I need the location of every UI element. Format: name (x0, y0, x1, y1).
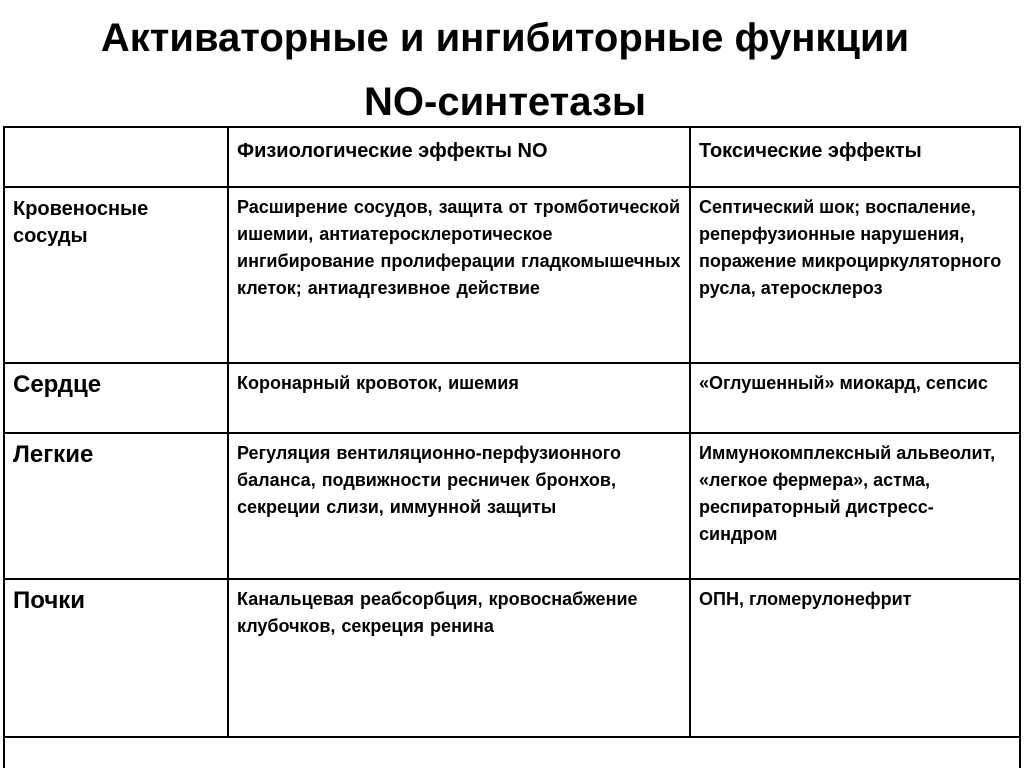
row-toxic: Септический шок; воспаление, реперфузионные нарушения, поражение микроциркуляторного русла, атеросклероз (690, 187, 1020, 363)
title-line-2: NO-синтетазы (364, 80, 646, 124)
row-organ: Легкие (4, 433, 228, 579)
table-row (4, 187, 1020, 363)
header-physiological: Физиологические эффекты NO (228, 127, 690, 187)
row-physiological: Расширение сосудов, защита от тромботической ишемии, антиатеросклеротическое ингибирование пролиферации гладкомышечных клеток; антиадгезивное действие (228, 187, 690, 363)
row-physiological: Коронарный кровоток, ишемия (228, 363, 690, 433)
table-row (4, 433, 1020, 579)
empty-cell (4, 737, 1020, 768)
page-title (0, 6, 1010, 134)
row-toxic: ОПН, гломерулонефрит (690, 579, 1020, 737)
table-header-row (4, 127, 1020, 187)
row-toxic: Иммунокомплексный альвеолит, «легкое фермера», астма, респираторный дистресс-синдром (690, 433, 1020, 579)
title-line-1: Активаторные и ингибиторные функции (100, 16, 910, 60)
row-organ: Почки (4, 579, 228, 737)
row-organ: Кровеносные сосуды (4, 187, 228, 363)
row-physiological: Канальцевая реабсорбция, кровоснабжение клубочков, секреция ренина (228, 579, 690, 737)
row-physiological: Регуляция вентиляционно-перфузионного баланса, подвижности ресничек бронхов, секреции слизи, иммунной защиты (228, 433, 690, 579)
table-row (4, 579, 1020, 737)
header-organ (4, 127, 228, 187)
row-toxic: «Оглушенный» миокард, сепсис (690, 363, 1020, 433)
header-toxic: Токсические эффекты (690, 127, 1020, 187)
row-organ: Сердце (4, 363, 228, 433)
effects-table (3, 126, 1021, 768)
table-row (4, 363, 1020, 433)
table-row-empty (4, 737, 1020, 768)
